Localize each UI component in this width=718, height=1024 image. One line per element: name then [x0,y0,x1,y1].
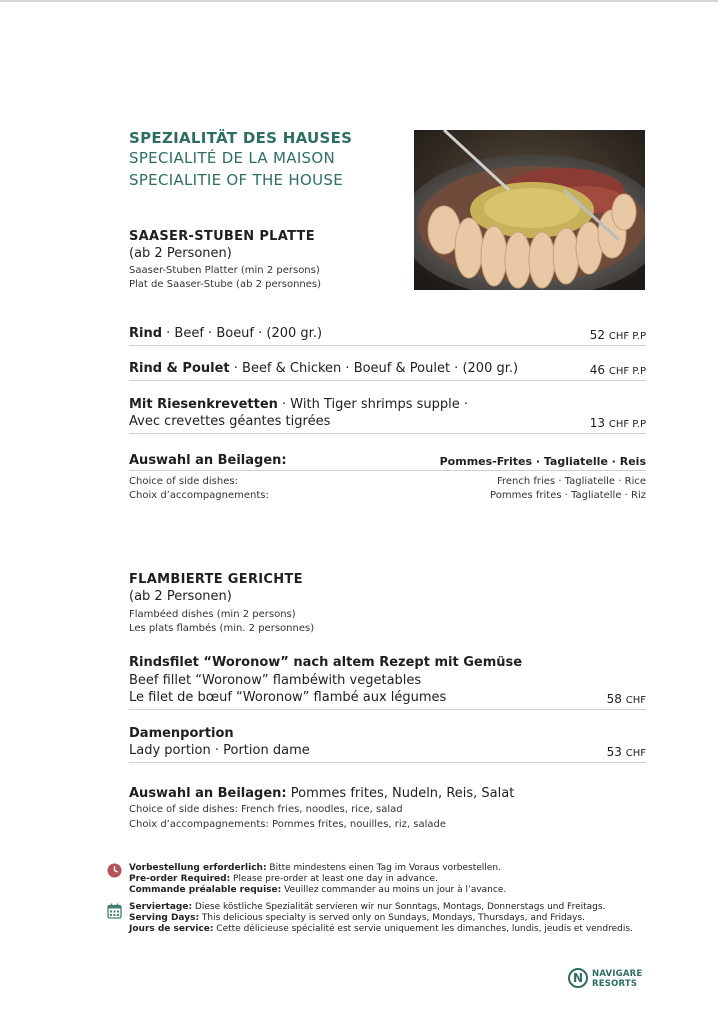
preorder-notes [129,863,506,896]
platter-fr: Plat de Saaser-Stube (ab 2 personnes) [129,279,322,290]
flambe-name: FLAMBIERTE GERICHTE [129,572,303,587]
days-text-fr: Cette délicieuse spécialité est servie uniquement les dimanches, lundis, jeudis et vendredis. [213,924,633,934]
preorder-text-de: Bitte mindestens einen Tag im Voraus vorbestellen. [266,863,501,873]
price-shrimps [590,416,646,430]
title-fr: SPECIALITÉ DE LA MAISON [129,149,335,167]
platter-name: SAASER-STUBEN PLATTE [129,229,315,244]
price-rind-poulet [590,363,646,377]
title-en: SPECIALITIE OF THE HOUSE [129,171,343,189]
food-photo [414,130,645,290]
divider [129,470,646,471]
fillet-en: Beef fillet “Woronow” flambéwith vegetables [129,673,422,688]
price-rind-poulet-value: 46 [589,363,606,377]
days-note-de [129,902,633,913]
menu-item-rind-desc: · Beef · Boeuf · (200 gr.) [162,326,323,341]
serving-day-notes [129,902,633,935]
platter-sides-fr-label: Choix d’accompagnements: [129,490,269,501]
navigare-logo [568,967,648,993]
price-lady [607,745,646,759]
title-de: SPEZIALITÄT DES HAUSES [129,129,353,147]
flambe-sides-fr: Choix d’accompagnements: Pommes frites, nouilles, riz, salade [129,819,447,830]
menu-item-rind-poulet-desc: · Beef & Chicken · Boeuf & Poulet · (200 gr.) [229,361,519,376]
platter-persons: (ab 2 Personen) [129,246,232,261]
menu-item-shrimps-desc: · With Tiger shrimps supple · [277,397,468,412]
top-border [0,0,718,2]
flambe-en: Flambéed dishes (min 2 persons) [129,609,296,620]
logo-text-1: NAVIGARE [592,969,643,979]
divider [129,433,646,434]
price-rind [590,328,646,342]
preorder-label-en: Pre-order Required: [129,874,231,884]
divider [129,345,646,346]
flambe-sides-value: Pommes frites, Nudeln, Reis, Salat [286,786,515,801]
preorder-text-en: Please pre-order at least one day in advance. [230,874,438,884]
food-photo-illustration [414,130,645,290]
menu-item-rind [129,326,322,341]
platter-sides-fr-value: Pommes frites · Tagliatelle · Riz [490,490,646,501]
price-lady-unit: CHF [625,748,646,759]
lady-sub: Lady portion · Portion dame [129,743,310,758]
flambe-fr: Les plats flambés (min. 2 personnes) [129,623,315,634]
divider [129,380,646,381]
divider [129,762,646,763]
days-label-fr: Jours de service: [129,924,214,934]
logo-mark: N [568,968,588,988]
price-lady-value: 53 [606,745,622,759]
menu-item-rind-poulet [129,361,518,376]
preorder-note-en [129,874,506,885]
days-note-en [129,913,633,924]
price-shrimps-value: 13 [589,416,606,430]
menu-item-shrimps-fr: Avec crevettes géantes tigrées [129,414,331,429]
preorder-text-fr: Veuillez commander au moins un jour à l’avance. [281,885,507,895]
menu-item-rind-name: Rind [129,326,163,341]
price-rind-poulet-unit: CHF P.P [608,366,646,377]
platter-sides-en-label: Choice of side dishes: [129,476,238,487]
calendar-icon [107,903,122,923]
platter-en: Saaser-Stuben Platter (min 2 persons) [129,265,320,276]
fillet-fr: Le filet de bœuf “Woronow” flambé aux légumes [129,690,447,705]
preorder-note-de [129,863,506,874]
days-text-de: Diese köstliche Spezialität servieren wir nur Sonntags, Montags, Donnerstags und Freitags. [192,902,606,912]
clock-icon [107,863,122,882]
preorder-label-de: Vorbestellung erforderlich: [129,863,267,873]
preorder-note-fr [129,885,506,896]
menu-item-shrimps-name: Mit Riesenkrevetten [129,397,278,412]
menu-item-rind-poulet-name: Rind & Poulet [129,361,230,376]
menu-item-shrimps [129,397,468,412]
days-text-en: This delicious specialty is served only on Sundays, Mondays, Thursdays, and Fridays. [199,913,586,923]
price-rind-value: 52 [589,328,606,342]
platter-sides-en-value: French fries · Tagliatelle · Rice [496,476,646,487]
lady-title: Damenportion [129,726,234,741]
flambe-persons: (ab 2 Personen) [129,589,232,604]
price-fillet-unit: CHF [625,695,646,706]
platter-sides-label: Auswahl an Beilagen: [129,453,287,468]
price-fillet-value: 58 [606,692,622,706]
price-shrimps-unit: CHF P.P [608,419,646,430]
days-label-de: Serviertage: [129,902,193,912]
flambe-sides-label: Auswahl an Beilagen: [129,786,287,801]
logo-text-2: RESORTS [592,979,638,989]
price-rind-unit: CHF P.P [608,331,646,342]
days-label-en: Serving Days: [129,913,200,923]
divider [129,709,646,710]
price-fillet [607,692,646,706]
days-note-fr [129,924,633,935]
preorder-label-fr: Commande préalable requise: [129,885,282,895]
fillet-title: Rindsfilet “Woronow” nach altem Rezept mit Gemüse [129,655,523,670]
flambe-sides [129,786,514,801]
platter-sides-value: Pommes-Frites · Tagliatelle · Reis [439,455,646,468]
flambe-sides-en: Choice of side dishes: French fries, noodles, rice, salad [129,804,403,815]
